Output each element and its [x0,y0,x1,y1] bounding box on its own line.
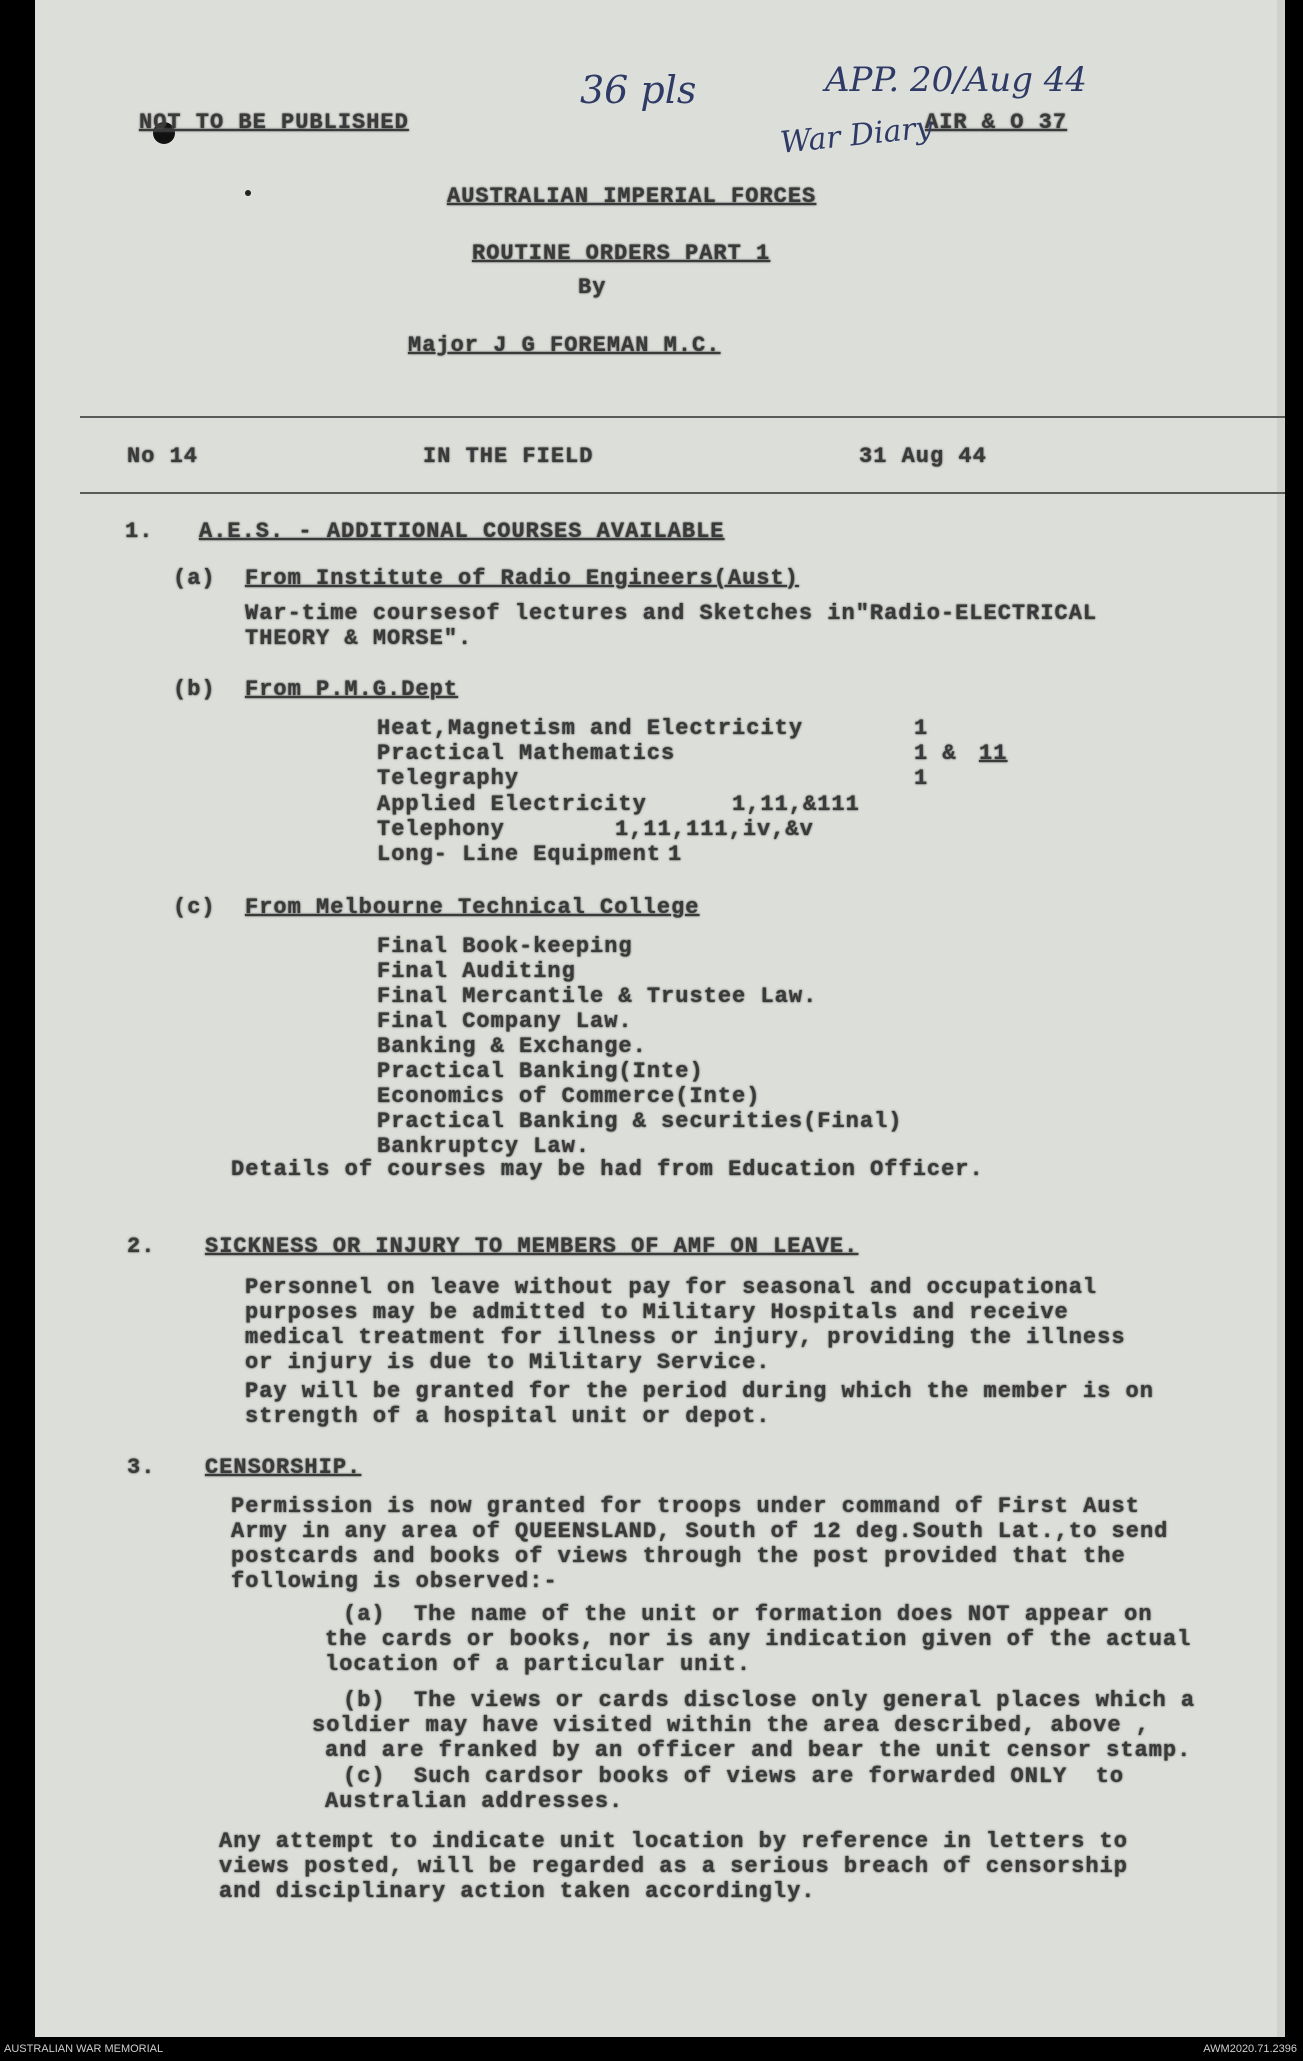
section-3b-text: (b) The views or cards disclose only general places which a [343,1688,1196,1713]
course-item: Practical Mathematics [377,741,676,766]
section-3b-text: soldier may have visited within the area described, above , [312,1713,1150,1738]
course-item: Applied Electricity [377,792,647,817]
course-level: 1 & [914,741,957,766]
section-2-heading: SICKNESS OR INJURY TO MEMBERS OF AMF ON LEAVE. [205,1234,859,1259]
section-3-text: Army in any area of QUEENSLAND, South of 12 deg.South Lat.,to send [231,1519,1169,1544]
course-item: Final Mercantile & Trustee Law. [377,984,818,1009]
section-1a-label: (a) [173,566,216,591]
section-3a-text: (a) The name of the unit or formation does NOT appear on [343,1602,1153,1627]
section-2-number: 2. [127,1234,156,1259]
section-3-closing: and disciplinary action taken accordingly. [219,1879,816,1904]
title-line-2: ROUTINE ORDERS PART 1 [472,241,771,266]
course-item: Practical Banking & securities(Final) [377,1109,903,1134]
section-3-text: following is observed:- [231,1569,558,1594]
divider-bottom [80,492,1285,494]
handwritten-annotation-app: APP. 20/Aug 44 [825,60,1088,100]
classification-label: NOT TO BE PUBLISHED [139,110,409,135]
document-page [35,0,1285,2037]
section-1c-heading: From Melbourne Technical College [245,895,700,920]
course-item: Telephony [377,817,505,842]
section-3a-text: the cards or books, nor is any indication given of the actual [325,1627,1192,1652]
course-level: 1 [668,842,683,867]
footer-institution: AUSTRALIAN WAR MEMORIAL [4,2043,164,2055]
order-place: IN THE FIELD [423,444,594,469]
course-item: Economics of Commerce(Inte) [377,1084,761,1109]
section-1b-heading: From P.M.G.Dept [245,677,459,702]
divider-top [80,416,1285,418]
handwritten-annotation-war-diary: War Diary [778,110,935,161]
order-number: No 14 [127,444,199,469]
order-date: 31 Aug 44 [859,444,987,469]
title-line-4: Major J G FOREMAN M.C. [408,333,721,358]
section-3-heading: CENSORSHIP. [205,1455,362,1480]
section-3a-text: location of a particular unit. [325,1652,752,1677]
section-2-text: strength of a hospital unit or depot. [245,1404,771,1429]
course-level: 1,11,111,iv,&v [615,817,814,842]
course-level: 11 [979,741,1008,766]
title-line-3: By [578,275,607,300]
section-1b-label: (b) [173,677,216,702]
section-2-text: Pay will be granted for the period during which the member is on [245,1379,1154,1404]
course-item: Final Company Law. [377,1009,633,1034]
section-1c-label: (c) [173,895,216,920]
section-2-text: medical treatment for illness or injury, providing the illness [245,1325,1126,1350]
section-3-number: 3. [127,1455,156,1480]
course-item: Final Auditing [377,959,576,984]
section-3b-text: and are franked by an officer and bear the unit censor stamp. [325,1738,1192,1763]
section-3-text: Permission is now granted for troops under command of First Aust [231,1494,1140,1519]
course-item: Bankruptcy Law. [377,1134,591,1159]
section-3-text: postcards and books of views through the post provided that the [231,1544,1126,1569]
section-3-closing: views posted, will be regarded as a serious breach of censorship [219,1854,1128,1879]
course-level: 1 [914,716,929,741]
ink-spot [245,190,251,196]
section-1a-text: War-time coursesof lectures and Sketches in"Radio-ELECTRICAL [245,601,1098,626]
section-2-text: or injury is due to Military Service. [245,1350,771,1375]
course-level: 1,11,&111 [732,792,860,817]
course-item: Practical Banking(Inte) [377,1059,704,1084]
section-1a-text: THEORY & MORSE". [245,626,473,651]
reference-code: AIR & O 37 [925,110,1068,135]
page-edge [1277,0,1285,2037]
handwritten-annotation-top: 36 pls [580,68,697,112]
section-1-details: Details of courses may be had from Education Officer. [231,1157,984,1182]
section-3-closing: Any attempt to indicate unit location by reference in letters to [219,1829,1128,1854]
section-2-text: Personnel on leave without pay for seasonal and occupational [245,1275,1098,1300]
course-item: Banking & Exchange. [377,1034,647,1059]
section-2-text: purposes may be admitted to Military Hospitals and receive [245,1300,1069,1325]
footer-accession-number: AWM2020.71.2396 [1203,2043,1297,2055]
section-1a-heading: From Institute of Radio Engineers(Aust) [245,566,799,591]
course-item: Final Book-keeping [377,934,633,959]
course-item: Heat,Magnetism and Electricity [377,716,804,741]
title-line-1: AUSTRALIAN IMPERIAL FORCES [447,184,817,209]
section-1-number: 1. [125,519,154,544]
archive-footer [0,2040,1303,2061]
section-3c-text: (c) Such cardsor books of views are forwarded ONLY to [343,1764,1125,1789]
course-level: 1 [914,766,929,791]
course-item: Telegraphy [377,766,520,791]
course-item: Long- Line Equipment [377,842,662,867]
section-3c-text: Australian addresses. [325,1789,624,1814]
section-1-heading: A.E.S. - ADDITIONAL COURSES AVAILABLE [199,519,725,544]
